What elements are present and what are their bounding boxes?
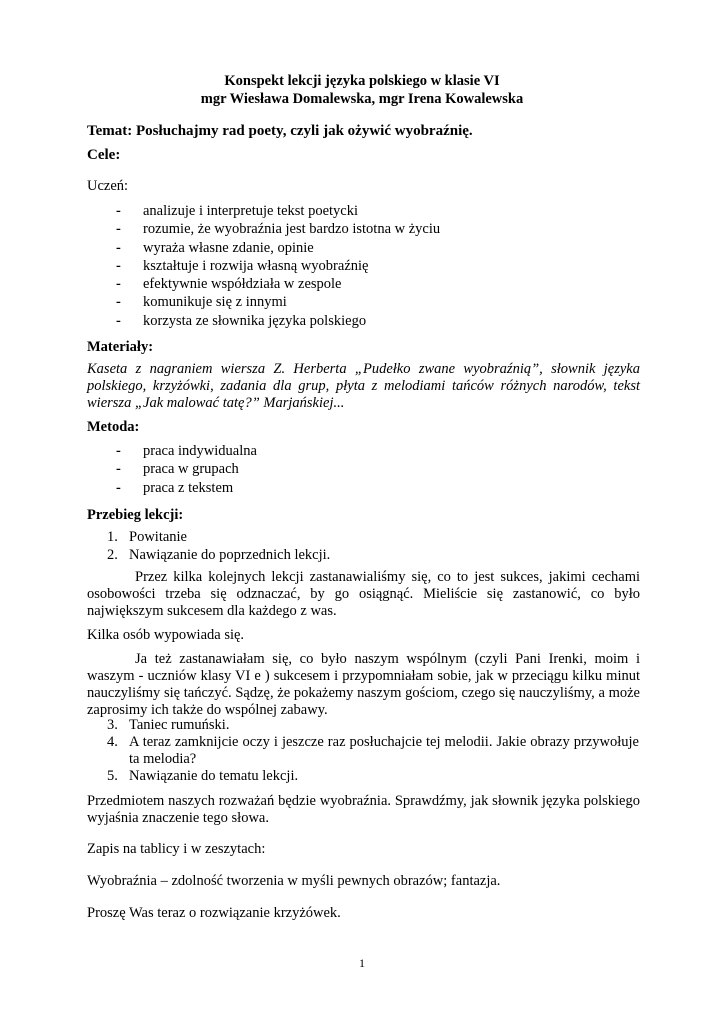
page-number: 1 <box>359 956 365 970</box>
materials-text: Kaseta z nagraniem wiersza Z. Herberta „Pudełko zwane wyobraźnią”, słownik języka polskiego, krzyżówki, zadania dla grup, płyta z melodiami tańców różnych narodów, tekst wiersza „Jak malować tatę?” Marjańskiej... <box>87 361 640 411</box>
document-title: Konspekt lekcji języka polskiego w klasie VI <box>224 73 500 89</box>
list-item: - wyraża własne zdanie, opinie <box>116 239 314 256</box>
list-item: 5. Nawiązanie do tematu lekcji. <box>107 768 299 784</box>
goals-heading: Cele: <box>87 147 121 163</box>
list-item: - rozumie, że wyobraźnia jest bardzo istotna w życiu <box>116 221 441 238</box>
method-list <box>116 442 636 497</box>
paragraph: Kilka osób wypowiada się. <box>87 627 245 643</box>
list-item: - praca indywidualna <box>116 443 257 459</box>
list-item: 3. Taniec rumuński. <box>107 717 230 733</box>
paragraph: Zapis na tablicy i w zeszytach: <box>87 841 266 857</box>
list-item: 2. Nawiązanie do poprzednich lekcji. <box>107 546 331 563</box>
lesson-topic: Temat: Posłuchajmy rad poety, czyli jak ożywić wyobraźnię. <box>87 123 473 139</box>
lesson-heading: Przebieg lekcji: <box>87 507 184 523</box>
document-authors: mgr Wiesława Domalewska, mgr Irena Kowalewska <box>200 91 524 107</box>
list-item: - komunikuje się z innymi <box>116 294 287 311</box>
list-item: 1. Powitanie <box>107 529 187 545</box>
list-item: - korzysta ze słownika języka polskiego <box>116 312 367 329</box>
lesson-steps-a <box>107 529 639 564</box>
list-item: - efektywnie współdziała w zespole <box>116 276 342 293</box>
paragraph: Przez kilka kolejnych lekcji zastanawialiśmy się, co to jest sukces, jakimi cechami osobowości trzeba się odznaczać, by go osiągnąć. Mieliście się zastanowić, co było największym sukcesem dla każdego z was. <box>87 569 640 619</box>
goals-list <box>116 202 636 330</box>
list-item: - praca w grupach <box>116 461 239 478</box>
lesson-steps-b <box>107 717 639 785</box>
list-item: 4. A teraz zamknijcie oczy i jeszcze raz posłuchajcie tej melodii. Jakie obrazy przywołuje ta melodia? <box>107 734 639 767</box>
goals-intro: Uczeń: <box>87 178 129 194</box>
paragraph: Przedmiotem naszych rozważań będzie wyobraźnia. Sprawdźmy, jak słownik języka polskiego wyjaśnia znaczenie tego słowa. <box>87 793 640 826</box>
method-heading: Metoda: <box>87 419 140 435</box>
paragraph: Ja też zastanawiałam się, co było naszym wspólnym (czyli Pani Irenki, moim i waszym - uczniów klasy VI e ) sukcesem i przypomniałam sobie, jak w przeciągu kilku minut nauczyliśmy się tańczyć. Sądzę, że pokażemy naszym gościom, czego się nauczyliśmy, a może zaprosimy ich także do wspólnej zabawy. <box>87 651 640 718</box>
paragraph: Wyobraźnia – zdolność tworzenia w myśli pewnych obrazów; fantazja. <box>87 873 501 889</box>
list-item: - praca z tekstem <box>116 479 234 496</box>
list-item: - kształtuje i rozwija własną wyobraźnię <box>116 257 369 274</box>
materials-heading: Materiały: <box>87 339 154 355</box>
list-item: - analizuje i interpretuje tekst poetycki <box>116 203 359 219</box>
paragraph: Proszę Was teraz o rozwiązanie krzyżówek. <box>87 905 341 921</box>
